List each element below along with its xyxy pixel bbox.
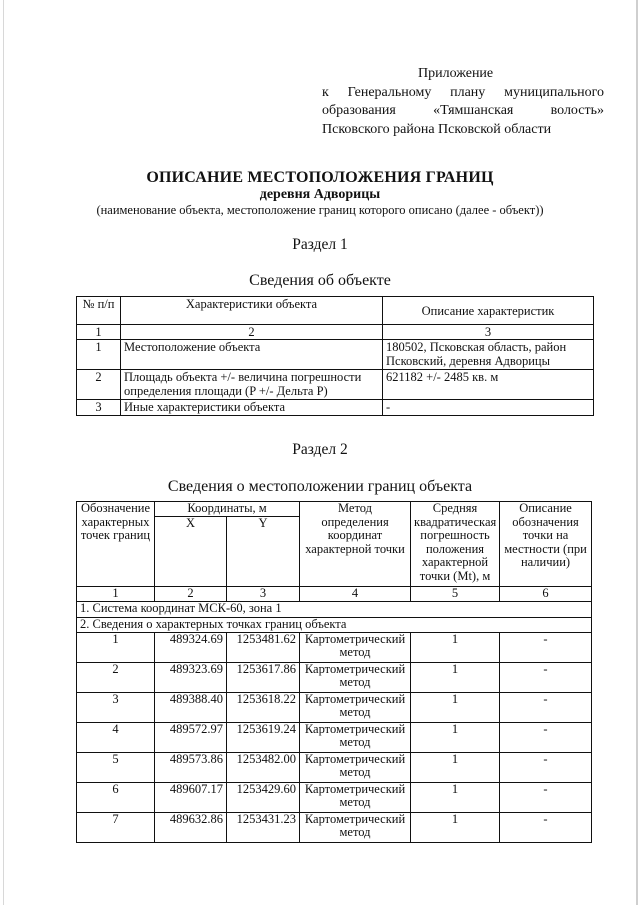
- point-mt: 1: [411, 782, 500, 812]
- point-description: -: [500, 782, 592, 812]
- table-row: [77, 722, 592, 752]
- row-description: 180502, Псковская область, район Псковский, деревня Адворицы: [383, 340, 594, 370]
- row-description: -: [383, 400, 594, 416]
- point-y: 1253429.60: [227, 782, 300, 812]
- table-row: [77, 782, 592, 812]
- point-description: -: [500, 692, 592, 722]
- point-id: 2: [77, 662, 155, 692]
- document-description: (наименование объекта, местоположение границ которого описано (далее - объект)): [96, 203, 544, 217]
- point-mt: 1: [411, 812, 500, 842]
- point-method: Картометрический метод: [300, 812, 411, 842]
- point-id: 5: [77, 752, 155, 782]
- point-mt: 1: [411, 752, 500, 782]
- row-num: 1: [77, 340, 121, 370]
- point-x: 489632.86: [155, 812, 227, 842]
- row-num: 3: [77, 400, 121, 416]
- col-number: 3: [227, 586, 300, 601]
- row-characteristic: Местоположение объекта: [121, 340, 383, 370]
- point-method: Картометрический метод: [300, 692, 411, 722]
- header-num: № п/п: [77, 297, 121, 325]
- system-row: [77, 601, 592, 617]
- section-1-title: Сведения об объекте: [249, 272, 391, 289]
- point-y: 1253618.22: [227, 692, 300, 722]
- point-y: 1253481.62: [227, 632, 300, 662]
- point-description: -: [500, 662, 592, 692]
- document-subtitle: деревня Адворицы: [259, 187, 381, 202]
- header-point-description: Описание обозначения точки на местности (при наличии): [500, 502, 592, 587]
- col-number: 4: [300, 586, 411, 601]
- col-number: 6: [500, 586, 592, 601]
- table-row: [77, 632, 592, 662]
- point-id: 3: [77, 692, 155, 722]
- points-heading-row: [77, 617, 592, 632]
- row-characteristic: Площадь объекта +/- величина погрешности определения площади (P +/- Дельта P): [121, 370, 383, 400]
- point-x: 489572.97: [155, 722, 227, 752]
- document-title: ОПИСАНИЕ МЕСТОПОЛОЖЕНИЯ ГРАНИЦ: [146, 169, 494, 186]
- table-header-row: [77, 502, 592, 517]
- point-description: -: [500, 722, 592, 752]
- column-number-row: [77, 586, 592, 601]
- point-method: Картометрический метод: [300, 632, 411, 662]
- header-coordinates: Координаты, м: [155, 502, 300, 517]
- point-x: 489324.69: [155, 632, 227, 662]
- point-mt: 1: [411, 662, 500, 692]
- point-mt: 1: [411, 692, 500, 722]
- boundary-points-table: [76, 501, 592, 843]
- point-x: 489323.69: [155, 662, 227, 692]
- point-method: Картометрический метод: [300, 752, 411, 782]
- row-characteristic: Иные характеристики объекта: [121, 400, 383, 416]
- point-id: 4: [77, 722, 155, 752]
- point-mt: 1: [411, 722, 500, 752]
- table-row: [77, 370, 594, 400]
- point-mt: 1: [411, 632, 500, 662]
- section-2-label: Раздел 2: [292, 441, 348, 458]
- point-description: -: [500, 812, 592, 842]
- appendix-line-1: Приложение: [418, 66, 494, 81]
- header-characteristic: Характеристики объекта: [121, 297, 383, 325]
- table-row: [77, 662, 592, 692]
- col-number: 2: [155, 586, 227, 601]
- table-row: [77, 340, 594, 370]
- points-heading: 2. Сведения о характерных точках границ объекта: [77, 617, 592, 632]
- row-num: 2: [77, 370, 121, 400]
- point-x: 489573.86: [155, 752, 227, 782]
- point-y: 1253431.23: [227, 812, 300, 842]
- point-description: -: [500, 752, 592, 782]
- col-number: 1: [77, 325, 121, 340]
- appendix-line-2: к Генеральному плану муниципального: [322, 84, 604, 100]
- point-id: 1: [77, 632, 155, 662]
- column-number-row: [77, 325, 594, 340]
- col-number: 5: [411, 586, 500, 601]
- point-y: 1253617.86: [227, 662, 300, 692]
- header-y: Y: [227, 516, 300, 586]
- header-error: Средняя квадратическая погрешность положения характерной точки (Mt), м: [411, 502, 500, 587]
- table-row: [77, 752, 592, 782]
- col-number: 1: [77, 586, 155, 601]
- section-2-title: Сведения о местоположении границ объекта: [167, 478, 473, 495]
- section-1-label: Раздел 1: [292, 236, 348, 253]
- appendix-line-4: Псковского района Псковской области: [322, 121, 552, 137]
- header-method: Метод определения координат характерной точки: [300, 502, 411, 587]
- object-info-table: [76, 296, 594, 416]
- point-y: 1253482.00: [227, 752, 300, 782]
- table-row: [77, 812, 592, 842]
- col-number: 2: [121, 325, 383, 340]
- point-description: -: [500, 632, 592, 662]
- table-header-row: [77, 297, 594, 325]
- coordinate-system: 1. Система координат МСК-60, зона 1: [77, 601, 592, 617]
- header-x: X: [155, 516, 227, 586]
- point-x: 489388.40: [155, 692, 227, 722]
- header-designation: Обозначение характерных точек границ: [77, 502, 155, 587]
- col-number: 3: [383, 325, 594, 340]
- appendix-line-3: образования «Тямшанская волость»: [322, 103, 604, 118]
- appendix-block: [322, 65, 604, 139]
- point-y: 1253619.24: [227, 722, 300, 752]
- table-row: [77, 400, 594, 416]
- point-method: Картометрический метод: [300, 722, 411, 752]
- header-description: Описание характеристик: [383, 297, 594, 325]
- point-id: 6: [77, 782, 155, 812]
- point-id: 7: [77, 812, 155, 842]
- table-row: [77, 692, 592, 722]
- point-x: 489607.17: [155, 782, 227, 812]
- point-method: Картометрический метод: [300, 662, 411, 692]
- point-method: Картометрический метод: [300, 782, 411, 812]
- row-description: 621182 +/- 2485 кв. м: [383, 370, 594, 400]
